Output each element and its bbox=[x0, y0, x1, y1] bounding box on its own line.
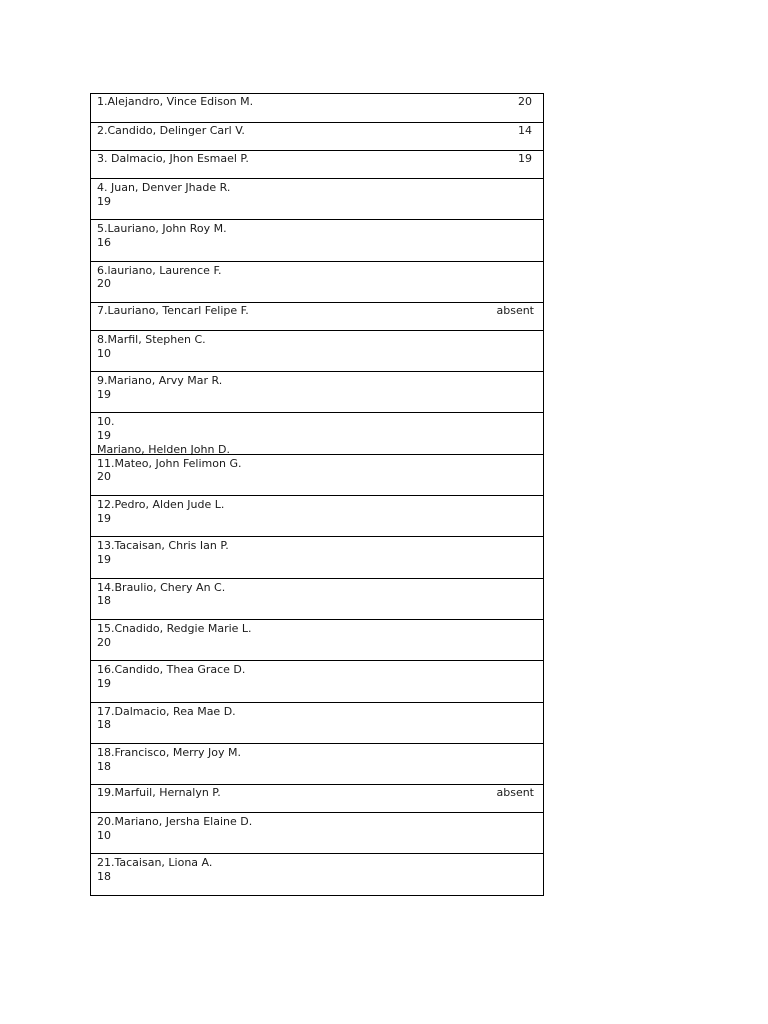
student-score: 19 bbox=[97, 553, 111, 567]
student-score: 18 bbox=[97, 759, 111, 773]
student-score: 18 bbox=[97, 718, 111, 732]
table-row bbox=[91, 784, 543, 812]
table-row bbox=[91, 743, 543, 784]
student-name: 20.Mariano, Jersha Elaine D. bbox=[97, 815, 253, 829]
student-name: 21.Tacaisan, Liona A. bbox=[97, 856, 213, 870]
table-row bbox=[91, 495, 543, 536]
table-row bbox=[91, 702, 543, 743]
student-name: 11.Mateo, John Felimon G. bbox=[97, 456, 242, 470]
student-name: 1.Alejandro, Vince Edison M. bbox=[97, 95, 254, 108]
table-row bbox=[91, 454, 543, 495]
student-name: 12.Pedro, Alden Jude L. bbox=[97, 498, 225, 512]
student-name: 19.Marfuil, Hernalyn P. bbox=[97, 786, 221, 800]
student-score-table bbox=[90, 93, 544, 896]
table-row bbox=[91, 150, 543, 178]
student-number: 10. bbox=[97, 415, 115, 429]
student-name: 15.Cnadido, Redgie Marie L. bbox=[97, 621, 252, 635]
student-score: 18 bbox=[97, 870, 111, 884]
student-score: 10 bbox=[97, 346, 111, 360]
student-score: 18 bbox=[97, 594, 111, 608]
student-score: absent bbox=[496, 303, 534, 317]
student-name: 16.Candido, Thea Grace D. bbox=[97, 663, 246, 677]
student-name: 13.Tacaisan, Chris Ian P. bbox=[97, 539, 229, 553]
student-name: 5.Lauriano, John Roy M. bbox=[97, 222, 227, 236]
table-row bbox=[91, 660, 543, 701]
table-row bbox=[91, 619, 543, 660]
student-score: 20 bbox=[518, 95, 532, 108]
student-score: 20 bbox=[97, 635, 111, 649]
table-row bbox=[91, 302, 543, 330]
student-score: 16 bbox=[97, 236, 111, 249]
student-score: 19 bbox=[518, 152, 532, 165]
student-name: 17.Dalmacio, Rea Mae D. bbox=[97, 704, 236, 718]
student-name: 9.Mariano, Arvy Mar R. bbox=[97, 374, 223, 388]
student-score: 20 bbox=[97, 470, 111, 484]
student-name: Mariano, Helden John D. bbox=[97, 442, 230, 456]
student-name: 8.Marfil, Stephen C. bbox=[97, 332, 206, 346]
student-score: 19 bbox=[97, 429, 111, 443]
student-name: 4. Juan, Denver Jhade R. bbox=[97, 181, 231, 194]
table-row bbox=[91, 122, 543, 150]
table-row bbox=[91, 536, 543, 577]
table-row bbox=[91, 330, 543, 371]
table-row bbox=[91, 853, 543, 894]
student-score: 19 bbox=[97, 676, 111, 690]
student-name: 18.Francisco, Merry Joy M. bbox=[97, 745, 241, 759]
table-row bbox=[91, 261, 543, 302]
table-row bbox=[91, 412, 543, 456]
table-row bbox=[91, 812, 543, 853]
table-row bbox=[91, 371, 543, 412]
student-name: 3. Dalmacio, Jhon Esmael P. bbox=[97, 152, 249, 165]
student-score: 19 bbox=[97, 387, 111, 401]
table-row bbox=[91, 219, 543, 260]
student-score: 10 bbox=[97, 828, 111, 842]
table-row bbox=[91, 94, 543, 122]
student-name: 14.Braulio, Chery An C. bbox=[97, 580, 226, 594]
student-score: 14 bbox=[518, 124, 532, 137]
student-name: 6.lauriano, Laurence F. bbox=[97, 263, 222, 277]
student-score: 19 bbox=[97, 511, 111, 525]
student-name: 2.Candido, Delinger Carl V. bbox=[97, 124, 245, 137]
table-row bbox=[91, 578, 543, 619]
student-score: 19 bbox=[97, 194, 111, 208]
student-score: 20 bbox=[97, 277, 111, 291]
student-name: 7.Lauriano, Tencarl Felipe F. bbox=[97, 303, 249, 317]
student-score: absent bbox=[496, 786, 534, 800]
table-row bbox=[91, 178, 543, 219]
